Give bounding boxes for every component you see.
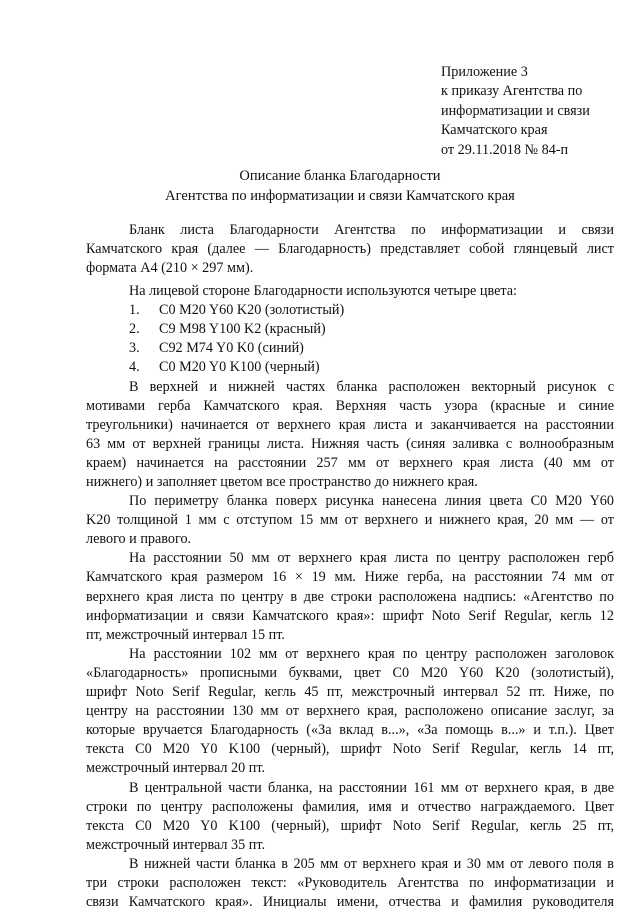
- appendix-line: информатизации и связи: [441, 102, 590, 119]
- list-item-number: 3.: [129, 340, 140, 357]
- paragraph-line: формата А4 (210 × 297 мм).: [86, 260, 254, 277]
- paragraph-line: текста C0 M20 Y0 K100 (черный), шрифт Noto Serif Regular, кегль 25 пт,: [86, 817, 614, 834]
- paragraph-line: пт, межстрочный интервал 15 пт.: [86, 626, 285, 643]
- paragraph-line: краем) начинается на расстоянии 257 мм от верхнего края листа (40 мм от: [86, 454, 614, 471]
- paragraph-first-line: На расстоянии 102 мм от верхнего края по центру расположен заголовок: [129, 645, 614, 662]
- paragraph-first-line: В нижней части бланка в 205 мм от верхнего края и 30 мм от левого поля в: [129, 855, 614, 872]
- paragraph-line: текста C0 M20 Y0 K100 (черный), шрифт Noto Serif Regular, кегль 14 пт,: [86, 741, 614, 758]
- appendix-line: Камчатского края: [441, 122, 548, 139]
- document-title: [60, 167, 620, 206]
- paragraph-line: треугольники) начинается от верхнего края листа и заканчивается на расстоянии: [86, 416, 614, 433]
- paragraph-line: три строки расположен текст: «Руководитель Агентства по информатизации и: [86, 874, 614, 891]
- paragraph-line: Камчатского края (далее — Благодарность) представляет собой глянцевый лист: [86, 241, 614, 258]
- title-line: Агентства по информатизации и связи Камчатского края: [165, 187, 515, 204]
- list-item-text: C0 M20 Y0 K100 (черный): [159, 359, 320, 376]
- list-item-number: 2.: [129, 321, 140, 338]
- paragraph-line: 63 мм от верхней границы листа. Нижняя часть (синяя заливка с волнообразным: [86, 435, 614, 452]
- list-item-text: C9 M98 Y100 K2 (красный): [159, 321, 326, 338]
- appendix-block: [441, 63, 626, 160]
- color-list-item: [86, 358, 614, 377]
- paragraph-line: шрифт Noto Serif Regular, кегль 45 пт, межстрочный интервал 52 пт. Ниже, по: [86, 684, 614, 701]
- paragraph-line: K20 толщиной 1 мм с отступом 15 мм от верхнего и нижнего края, 20 мм — от: [86, 512, 614, 529]
- paragraph-line: левого и правого.: [86, 531, 192, 548]
- paragraph-first-line: В центральной части бланка, на расстоянии 161 мм от верхнего края, в две: [129, 779, 614, 796]
- paragraph-line: центру на расстоянии 130 мм от верхнего края, расположено описание заслуг, за: [86, 703, 614, 720]
- paragraph-line: которые вручается Благодарность («За вклад в...», «За помощь в...» и т.п.). Цвет: [86, 722, 614, 739]
- list-item-text: C92 M74 Y0 K0 (синий): [159, 340, 304, 357]
- paragraph-first-line: По периметру бланка поверх рисунка нанесена линия цвета C0 M20 Y60: [129, 493, 614, 510]
- paragraph-line: верхнего края листа по центру в две строки расположена надпись: «Агентство по: [86, 588, 614, 605]
- paragraph-line: связи Камчатского края». Инициалы имени, отчества и фамилия руководителя: [86, 894, 614, 911]
- document-body: [86, 221, 614, 912]
- paragraph-first-line: Бланк листа Благодарности Агентства по информатизации и связи: [129, 222, 614, 238]
- paragraph-first-line: На лицевой стороне Благодарности используются четыре цвета:: [129, 283, 518, 300]
- appendix-line: Приложение 3: [441, 64, 528, 80]
- paragraph-line: Камчатского края размером 16 × 19 мм. Ниже герба, на расстоянии 74 мм от: [86, 569, 614, 586]
- paragraph-line: межстрочный интервал 35 пт.: [86, 836, 266, 853]
- appendix-line: от 29.11.2018 № 84-п: [441, 141, 569, 158]
- paragraph-first-line: На расстоянии 50 мм от верхнего края листа по центру расположен герб: [129, 550, 614, 567]
- color-list-item: [86, 301, 614, 320]
- title-line: Описание бланка Благодарности: [239, 168, 441, 184]
- paragraph-line: мотивами герба Камчатского края. Верхняя часть узора (красные и синие: [86, 397, 614, 414]
- appendix-line: к приказу Агентства по: [441, 83, 583, 100]
- paragraph-line: информатизации и связи Камчатского края»: шрифт Noto Serif Regular, кегль 12: [86, 607, 614, 624]
- list-item-text: C0 M20 Y60 K20 (золотистый): [159, 302, 345, 319]
- list-item-number: 1.: [129, 302, 140, 319]
- color-list-item: [86, 320, 614, 339]
- color-list-item: [86, 339, 614, 358]
- paragraph-line: строки по центру расположены фамилия, имя и отчество награждаемого. Цвет: [86, 798, 614, 815]
- paragraph-line: «Благодарность» прописными буквами, цвет C0 M20 Y60 K20 (золотистый),: [86, 664, 614, 681]
- paragraph-first-line: В верхней и нижней частях бланка расположен векторный рисунок с: [129, 378, 614, 395]
- paragraph-line: нижнего) и заполняет цветом все пространство до нижнего края.: [86, 474, 478, 491]
- list-item-number: 4.: [129, 359, 140, 376]
- paragraph-line: межстрочный интервал 20 пт.: [86, 760, 266, 777]
